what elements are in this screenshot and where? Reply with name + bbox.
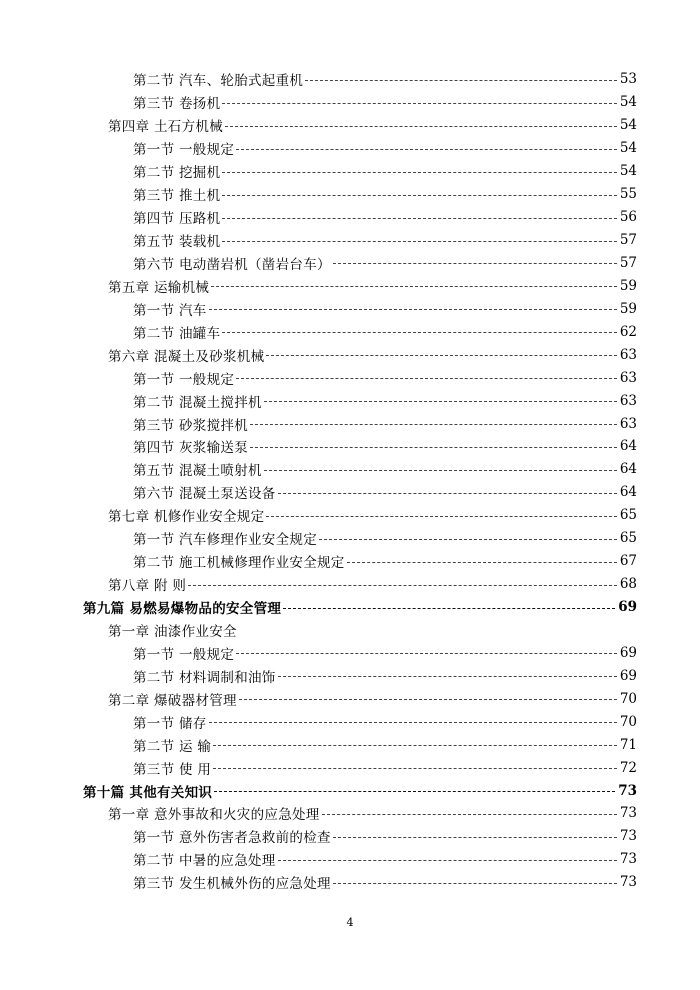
toc-entry-page: 64: [619, 438, 637, 455]
toc-section-entry: [0, 320, 700, 343]
toc-entry-page: 65: [619, 530, 637, 547]
toc-entry-page: 57: [619, 254, 637, 271]
toc-entry-title: 第五章 运输机械: [108, 279, 210, 296]
toc-chapter-entry: [0, 114, 700, 137]
toc-section-entry: [0, 366, 700, 389]
toc-entry-page: 69: [618, 599, 637, 616]
toc-entry-title: 第二节 施工机械修理作业安全规定: [133, 555, 345, 572]
page-number: 4: [346, 916, 354, 929]
toc-section-entry: [0, 229, 700, 252]
toc-entry-page: 70: [619, 690, 637, 707]
toc-dot-leader: [333, 263, 617, 264]
toc-section-entry: [0, 297, 700, 320]
toc-section-entry: [0, 183, 700, 206]
toc-entry-title: 第一章 油漆作业安全: [108, 623, 237, 640]
toc-section-entry: [0, 825, 700, 848]
toc-section-entry: [0, 252, 700, 275]
toc-dot-leader: [250, 424, 617, 425]
toc-entry-title: 第四章 土石方机械: [108, 119, 223, 136]
toc-dot-leader: [209, 309, 617, 310]
toc-dot-leader: [347, 562, 617, 563]
toc-entry-page: 63: [619, 415, 637, 432]
toc-entry-page: 64: [619, 461, 637, 478]
toc-dot-leader: [278, 676, 617, 677]
toc-dot-leader: [236, 149, 617, 150]
toc-section-entry: [0, 91, 700, 114]
toc-entry-page: 69: [619, 644, 637, 661]
toc-section-entry: [0, 412, 700, 435]
toc-section-entry: [0, 550, 700, 573]
toc-dot-leader: [322, 814, 617, 815]
toc-dot-leader: [239, 699, 617, 700]
toc-dot-leader: [266, 355, 616, 356]
toc-entry-title: 第一节 意外伤害者急救前的检查: [133, 830, 331, 847]
toc-dot-leader: [250, 447, 617, 448]
toc-chapter-entry: [0, 619, 700, 642]
toc-dot-leader: [333, 837, 617, 838]
toc-entry-title: 第一节 储存: [133, 715, 207, 732]
toc-entry-page: 71: [619, 736, 637, 753]
toc-section-entry: [0, 710, 700, 733]
toc-dot-leader: [222, 195, 616, 196]
toc-entry-page: 73: [619, 851, 637, 868]
toc-dot-leader: [214, 791, 615, 792]
toc-entry-page: 63: [619, 369, 637, 386]
toc-entry-title: 第二节 材料调制和油饰: [133, 669, 276, 686]
toc-entry-title: 第三节 砂浆搅拌机: [133, 417, 248, 434]
toc-chapter-entry: [0, 802, 700, 825]
toc-section-entry: [0, 206, 700, 229]
toc-entry-page: 53: [619, 71, 637, 88]
toc-entry-page: 54: [619, 94, 637, 111]
toc-section-entry: [0, 641, 700, 664]
toc-entry-page: 69: [619, 667, 637, 684]
toc-entry-page: 73: [618, 782, 637, 799]
toc-entry-title: 第二节 运 输: [133, 738, 212, 755]
toc-dot-leader: [236, 378, 617, 379]
toc-section-entry: [0, 756, 700, 779]
toc-entry-title: 第三节 发生机械外伤的应急处理: [133, 876, 331, 893]
toc-entry-page: 68: [619, 576, 637, 593]
toc-entry-page: 70: [619, 713, 637, 730]
toc-chapter-entry: [0, 343, 700, 366]
toc-section-entry: [0, 389, 700, 412]
toc-entry-title: 第三节 卷扬机: [133, 96, 221, 113]
toc-entry-title: 第一章 意外事故和火灾的应急处理: [108, 807, 320, 824]
toc-entry-title: 第一节 一般规定: [133, 646, 235, 663]
toc-entry-page: 63: [619, 392, 637, 409]
toc-entry-title: 第四节 压路机: [133, 211, 221, 228]
toc-section-entry: [0, 733, 700, 756]
toc-entry-title: 第一节 一般规定: [133, 142, 235, 159]
toc-entry-page: 73: [619, 828, 637, 845]
toc-entry-title: 第六章 混凝土及砂浆机械: [108, 348, 265, 365]
toc-entry-page: 67: [619, 553, 637, 570]
toc-entry-title: 第六节 电动凿岩机（凿岩台车）: [133, 256, 331, 273]
toc-entry-page: 64: [619, 484, 637, 501]
toc-dot-leader: [222, 332, 616, 333]
toc-entry-title: 第二节 油罐车: [133, 325, 221, 342]
toc-entry-page: 59: [619, 300, 637, 317]
toc-entry-title: 第八章 附 则: [108, 578, 187, 595]
toc-section-entry: [0, 68, 700, 91]
toc-section-entry: [0, 137, 700, 160]
toc-dot-leader: [333, 883, 617, 884]
toc-entry-page: 59: [619, 277, 637, 294]
toc-section-entry: [0, 160, 700, 183]
toc-section-entry: [0, 527, 700, 550]
toc-entry-title: 第三节 推土机: [133, 188, 221, 205]
toc-dot-leader: [222, 241, 616, 242]
toc-dot-leader: [278, 493, 617, 494]
toc-dot-leader: [209, 722, 617, 723]
toc-dot-leader: [188, 585, 617, 586]
toc-section-entry: [0, 435, 700, 458]
toc-dot-leader: [236, 653, 617, 654]
toc-entry-page: 54: [619, 163, 637, 180]
toc-entry-page: 54: [619, 117, 637, 134]
toc-section-entry: [0, 458, 700, 481]
toc-entry-title: 第一节 汽车修理作业安全规定: [133, 532, 317, 549]
toc-entry-title: 第四节 灰浆输送泵: [133, 440, 248, 457]
toc-dot-leader: [225, 126, 617, 127]
toc-dot-leader: [222, 103, 616, 104]
toc-entry-title: 第二节 混凝土搅拌机: [133, 394, 262, 411]
toc-entry-title: 第二章 爆破器材管理: [108, 692, 237, 709]
toc-section-entry: [0, 871, 700, 894]
toc-section-entry: [0, 848, 700, 871]
toc-entry-title: 第七章 机修作业安全规定: [108, 509, 265, 526]
toc-entry-page: 54: [619, 140, 637, 157]
toc-entry-title: 第五节 装载机: [133, 234, 221, 251]
toc-entry-page: 72: [619, 759, 637, 776]
toc-dot-leader: [213, 768, 617, 769]
toc-dot-leader: [266, 516, 616, 517]
toc-chapter-entry: [0, 274, 700, 297]
toc-dot-leader: [213, 745, 617, 746]
toc-entry-page: 73: [619, 805, 637, 822]
toc-dot-leader: [319, 539, 617, 540]
toc-entry-page: 57: [619, 232, 637, 249]
toc-entry-page: 73: [619, 874, 637, 891]
toc-entry-page: 65: [619, 507, 637, 524]
toc-entry-title: 第九篇 易燃易爆物品的安全管理: [83, 601, 282, 618]
toc-entry-title: 第十篇 其他有关知识: [83, 784, 213, 801]
toc-chapter-entry: [0, 687, 700, 710]
toc-entry-title: 第六节 混凝土泵送设备: [133, 486, 276, 503]
toc-section-entry: [0, 664, 700, 687]
toc-entry-page: 55: [619, 186, 637, 203]
toc-dot-leader: [211, 286, 617, 287]
toc-dot-leader: [283, 608, 615, 609]
toc-section-entry: [0, 481, 700, 504]
toc-dot-leader: [264, 470, 617, 471]
toc-chapter-entry: [0, 504, 700, 527]
toc-dot-leader: [305, 80, 617, 81]
toc-entry-page: 63: [619, 346, 637, 363]
toc-entry-title: 第二节 中暑的应急处理: [133, 853, 276, 870]
toc-entry-title: 第五节 混凝土喷射机: [133, 463, 262, 480]
toc-dot-leader: [278, 860, 617, 861]
toc-entry-title: 第一节 汽车: [133, 302, 207, 319]
toc-entry-title: 第二节 挖掘机: [133, 165, 221, 182]
toc-part-entry: [0, 779, 700, 802]
toc-entry-title: 第一节 一般规定: [133, 371, 235, 388]
toc-part-entry: [0, 596, 700, 619]
toc-entry-title: 第二节 汽车、轮胎式起重机: [133, 73, 304, 90]
toc-entry-page: 62: [619, 323, 637, 340]
toc-dot-leader: [264, 401, 617, 402]
toc-dot-leader: [222, 218, 616, 219]
table-of-contents: [0, 68, 700, 894]
toc-entry-page: 56: [619, 209, 637, 226]
toc-entry-title: 第三节 使 用: [133, 761, 212, 778]
toc-chapter-entry: [0, 573, 700, 596]
toc-dot-leader: [222, 172, 616, 173]
